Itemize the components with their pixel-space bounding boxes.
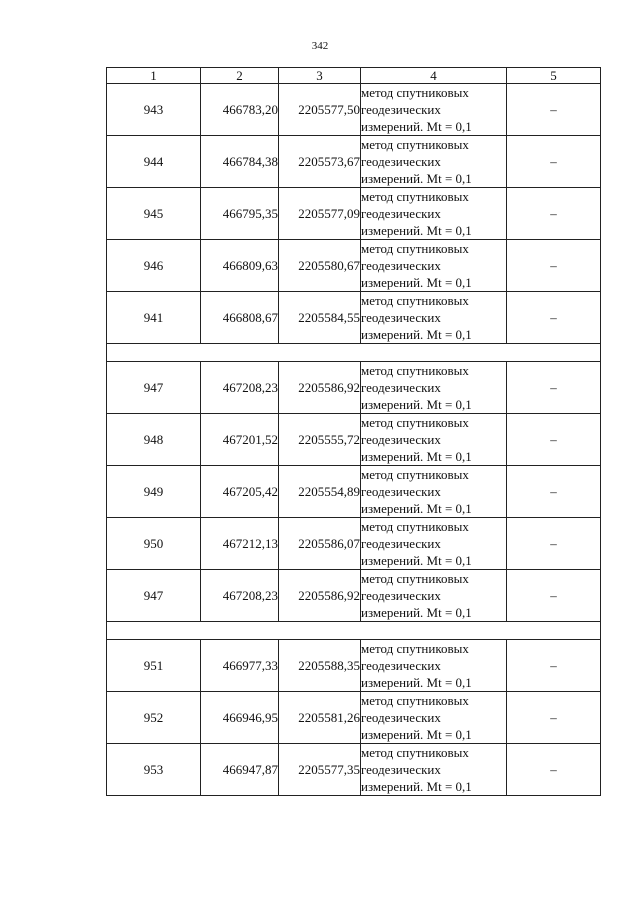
point-number-cell: 943 — [107, 84, 201, 136]
table-row — [107, 744, 601, 796]
table-row — [107, 362, 601, 414]
method-cell — [361, 570, 507, 622]
method-text-line: метод спутниковых — [361, 745, 469, 760]
x-coordinate-cell: 467208,23 — [201, 362, 279, 414]
method-text-line: измерений. Mt = 0,1 — [361, 171, 472, 186]
method-text-line: метод спутниковых — [361, 467, 469, 482]
header-cell: 5 — [507, 68, 601, 84]
group-separator-cell — [107, 622, 601, 640]
method-text-line: геодезических — [361, 206, 441, 221]
y-coordinate-cell: 2205554,89 — [279, 466, 361, 518]
method-text-line: измерений. Mt = 0,1 — [361, 779, 472, 794]
table-row — [107, 518, 601, 570]
table-row — [107, 570, 601, 622]
method-text-line: измерений. Mt = 0,1 — [361, 327, 472, 342]
point-number-cell: 950 — [107, 518, 201, 570]
method-text-line: измерений. Mt = 0,1 — [361, 275, 472, 290]
table-row — [107, 414, 601, 466]
table-row — [107, 466, 601, 518]
table-row — [107, 136, 601, 188]
group-separator-row — [107, 622, 601, 640]
method-cell — [361, 240, 507, 292]
group-separator-row — [107, 344, 601, 362]
point-number-cell: 944 — [107, 136, 201, 188]
method-text-line: измерений. Mt = 0,1 — [361, 449, 472, 464]
point-number-cell: 948 — [107, 414, 201, 466]
method-text-line: метод спутниковых — [361, 189, 469, 204]
method-text-line: измерений. Mt = 0,1 — [361, 675, 472, 690]
method-text-line: геодезических — [361, 484, 441, 499]
method-cell — [361, 188, 507, 240]
x-coordinate-cell: 466784,38 — [201, 136, 279, 188]
x-coordinate-cell: 466808,67 — [201, 292, 279, 344]
point-number-cell: 951 — [107, 640, 201, 692]
x-coordinate-cell: 466783,20 — [201, 84, 279, 136]
x-coordinate-cell: 467201,52 — [201, 414, 279, 466]
method-text-line: метод спутниковых — [361, 519, 469, 534]
x-coordinate-cell: 467205,42 — [201, 466, 279, 518]
point-number-cell: 953 — [107, 744, 201, 796]
x-coordinate-cell: 466947,87 — [201, 744, 279, 796]
method-cell — [361, 744, 507, 796]
method-text-line: метод спутниковых — [361, 137, 469, 152]
table-row — [107, 188, 601, 240]
y-coordinate-cell: 2205577,50 — [279, 84, 361, 136]
column-5-cell: – — [507, 292, 601, 344]
x-coordinate-cell: 466946,95 — [201, 692, 279, 744]
method-text-line: геодезических — [361, 380, 441, 395]
y-coordinate-cell: 2205577,35 — [279, 744, 361, 796]
column-5-cell: – — [507, 640, 601, 692]
column-5-cell: – — [507, 240, 601, 292]
y-coordinate-cell: 2205555,72 — [279, 414, 361, 466]
method-text-line: метод спутниковых — [361, 241, 469, 256]
method-text-line: геодезических — [361, 762, 441, 777]
method-text-line: измерений. Mt = 0,1 — [361, 605, 472, 620]
table-row — [107, 292, 601, 344]
header-cell: 2 — [201, 68, 279, 84]
y-coordinate-cell: 2205584,55 — [279, 292, 361, 344]
y-coordinate-cell: 2205588,35 — [279, 640, 361, 692]
method-cell — [361, 692, 507, 744]
y-coordinate-cell: 2205586,07 — [279, 518, 361, 570]
x-coordinate-cell: 467208,23 — [201, 570, 279, 622]
method-cell — [361, 466, 507, 518]
method-text-line: геодезических — [361, 536, 441, 551]
method-text-line: измерений. Mt = 0,1 — [361, 553, 472, 568]
table-row — [107, 84, 601, 136]
method-text-line: измерений. Mt = 0,1 — [361, 223, 472, 238]
method-text-line: метод спутниковых — [361, 641, 469, 656]
method-text-line: геодезических — [361, 710, 441, 725]
header-row — [107, 68, 601, 84]
x-coordinate-cell: 466977,33 — [201, 640, 279, 692]
method-text-line: метод спутниковых — [361, 293, 469, 308]
y-coordinate-cell: 2205586,92 — [279, 570, 361, 622]
method-text-line: метод спутниковых — [361, 415, 469, 430]
method-text-line: геодезических — [361, 432, 441, 447]
method-text-line: геодезических — [361, 154, 441, 169]
method-text-line: геодезических — [361, 258, 441, 273]
table-row — [107, 640, 601, 692]
y-coordinate-cell: 2205573,67 — [279, 136, 361, 188]
method-text-line: измерений. Mt = 0,1 — [361, 119, 472, 134]
x-coordinate-cell: 467212,13 — [201, 518, 279, 570]
x-coordinate-cell: 466795,35 — [201, 188, 279, 240]
column-5-cell: – — [507, 84, 601, 136]
point-number-cell: 949 — [107, 466, 201, 518]
column-5-cell: – — [507, 518, 601, 570]
method-text-line: измерений. Mt = 0,1 — [361, 501, 472, 516]
method-text-line: геодезических — [361, 658, 441, 673]
coordinates-table — [106, 67, 601, 796]
column-5-cell: – — [507, 414, 601, 466]
method-cell — [361, 640, 507, 692]
column-5-cell: – — [507, 570, 601, 622]
method-cell — [361, 362, 507, 414]
method-text-line: метод спутниковых — [361, 363, 469, 378]
y-coordinate-cell: 2205586,92 — [279, 362, 361, 414]
method-text-line: измерений. Mt = 0,1 — [361, 397, 472, 412]
x-coordinate-cell: 466809,63 — [201, 240, 279, 292]
method-text-line: метод спутниковых — [361, 693, 469, 708]
method-text-line: геодезических — [361, 310, 441, 325]
method-text-line: метод спутниковых — [361, 571, 469, 586]
method-text-line: геодезических — [361, 588, 441, 603]
method-cell — [361, 518, 507, 570]
method-cell — [361, 292, 507, 344]
column-5-cell: – — [507, 466, 601, 518]
header-cell: 3 — [279, 68, 361, 84]
point-number-cell: 952 — [107, 692, 201, 744]
point-number-cell: 946 — [107, 240, 201, 292]
table-row — [107, 692, 601, 744]
header-cell: 4 — [361, 68, 507, 84]
y-coordinate-cell: 2205581,26 — [279, 692, 361, 744]
table-body — [107, 84, 601, 796]
method-text-line: метод спутниковых — [361, 85, 469, 100]
table-row — [107, 240, 601, 292]
page-number: 342 — [311, 40, 329, 52]
method-cell — [361, 136, 507, 188]
column-5-cell: – — [507, 744, 601, 796]
y-coordinate-cell: 2205577,09 — [279, 188, 361, 240]
method-text-line: геодезических — [361, 102, 441, 117]
method-text-line: измерений. Mt = 0,1 — [361, 727, 472, 742]
column-5-cell: – — [507, 362, 601, 414]
point-number-cell: 947 — [107, 362, 201, 414]
method-cell — [361, 414, 507, 466]
point-number-cell: 945 — [107, 188, 201, 240]
column-5-cell: – — [507, 188, 601, 240]
group-separator-cell — [107, 344, 601, 362]
header-cell: 1 — [107, 68, 201, 84]
point-number-cell: 947 — [107, 570, 201, 622]
method-cell — [361, 84, 507, 136]
y-coordinate-cell: 2205580,67 — [279, 240, 361, 292]
point-number-cell: 941 — [107, 292, 201, 344]
column-5-cell: – — [507, 136, 601, 188]
column-5-cell: – — [507, 692, 601, 744]
